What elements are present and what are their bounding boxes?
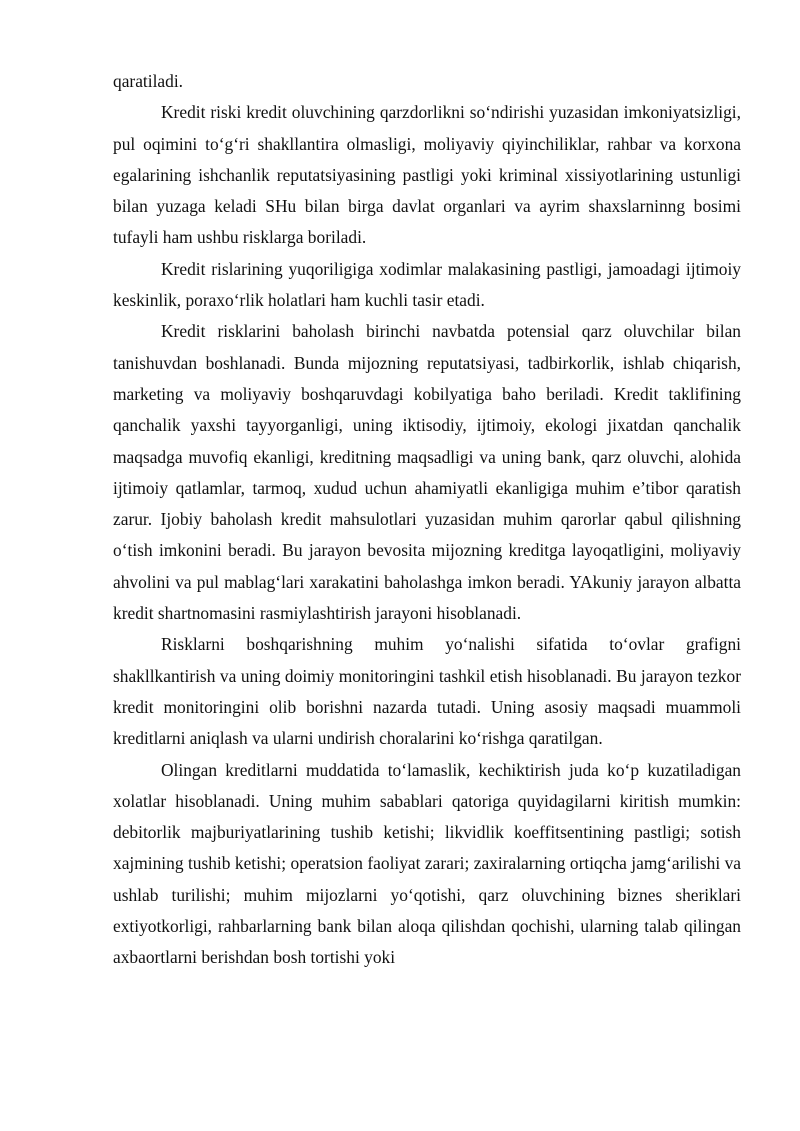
paragraph-credit-risk-causes: Kredit riski kredit oluvchining qarzdorlikni so‘ndirishi yuzasidan imkoniyatsizligi, pul oqimini to‘g‘ri shakllantira olmasligi, moliyaviy qiyinchiliklar, rahbar va korxona egalarining ishchanlik reputatsiyasining pastligi yoki kriminal xissiyotlarining ustunligi bilan yuzaga keladi SHu bilan birga davlat organlari va ayrim shaxslarninng bosimi tufayli ham ushbu risklarga boriladi. bbox=[113, 102, 741, 248]
paragraph-repayment-delays: Olingan kreditlarni muddatida to‘lamaslik, kechiktirish juda ko‘p kuzatiladigan xolatlar hisoblanadi. Uning muhim sabablari qatoriga quyidagilarni kiritish mumkin: debitorlik majburiyatlarining tushib ketishi; likvidlik koeffitsentining pastligi; sotish xajmining tushib ketishi; operatsion faoliyat zarari; zaxiralarning ortiqcha jamg‘arilishi va ushlab turilishi; muhim mijozlarni yo‘qotishi, qarz oluvchining biznes sheriklari extiyotkorligi, rahbarlarning bank bilan aloqa qilishdan qochishi, ularning talab qilingan axbaortlarni berishdan bosh tortishi yoki bbox=[113, 759, 741, 968]
paragraph-credit-risk-factors: Kredit rislarining yuqoriligiga xodimlar malakasining pastligi, jamoadagi ijtimoiy keskinlik, poraxo‘rlik holatlari ham kuchli tasir etadi. bbox=[113, 258, 741, 311]
paragraph-credit-risk-assessment: Kredit risklarini baholash birinchi navbatda potensial qarz oluvchilar bilan tanishuvdan boshlanadi. Bunda mijozning reputatsiyasi, tadbirkorlik, ishlab chiqarish, marketing va moliyaviy boshqaruvdagi kobilyatiga baho beriladi. Kredit taklifining qanchalik yaxshi tayyorganligi, uning iktisodiy, ijtimoiy, ekologi jixatdan qanchalik maqsadga muvofiq ekanligi, kreditning maqsadligi va uning bank, qarz oluvchi, alohida ijtimoiy qatlamlar, tarmoq, xudud uchun ahamiyatli ekanligiga muhim e’tibor qaratish zarur. Ijobiy baholash kredit mahsulotlari yuzasidan muhim qarorlar qabul qilishning o‘tish imkonini beradi. Bu jarayon bevosita mijozning kreditga layoqatligini, moliyaviy ahvolini va pul mablag‘lari xarakatini baholashga imkon beradi. YAkuniy jarayon albatta kredit shartnomasini rasmiylashtirish jarayoni hisoblanadi. bbox=[113, 321, 741, 624]
paragraph-continuation: qaratiladi. bbox=[113, 71, 184, 91]
paragraph-risk-management-monitoring: Risklarni boshqarishning muhim yo‘nalishi sifatida to‘ovlar grafigni shakllkantirish va uning doimiy monitoringini tashkil etish hisoblanadi. Bu jarayon tezkor kredit monitoringini olib borishni nazarda tutadi. Uning asosiy maqsadi muammoli kreditlarni aniqlash va ularni undirish choralarini ko‘rishga qaratilgan. bbox=[113, 634, 741, 749]
document-page bbox=[113, 66, 741, 974]
